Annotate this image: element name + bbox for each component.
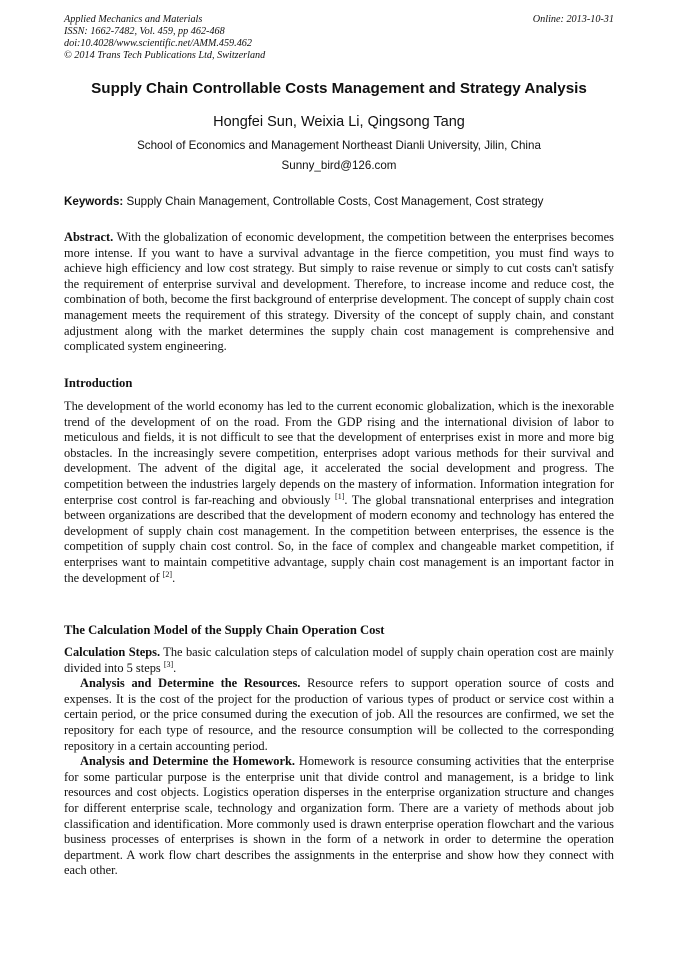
online-date: Online: 2013-10-31	[532, 14, 614, 25]
calculation-heading: The Calculation Model of the Supply Chain Operation Cost	[64, 623, 385, 637]
intro-text-2: . The global transnational enterprises and integration between organizations are described that the development of modern economy and technology has entered the development of supply chain cost management. In the competition between enterprises, the essence is the competition of supply chain cost control. So, in the face of complex and changeable market competition, if enterprises want to maintain competitive advantage, supply chain cost management is an important factor in the development of	[64, 492, 614, 585]
homework-text: Homework is resource consuming activities that the enterprise for some particular purpose is the enterprise unit that divide control and management, is a bridge to link resources and cost objects. Logistics operation disperses in the enterprise organization structure and changes for different enterprise scale, technology and organization form. There are a variety of methods about job classification and identification. More commonly used is drawn enterprise operation flowchart and the various business processes of enterprises is shown in the form of a network in order to determine the operation department. A work flow chart describes the assignments in the enterprise and show how they connect with each other.	[64, 754, 614, 878]
keywords-label: Keywords:	[64, 195, 124, 208]
citation-1: [1]	[335, 491, 345, 501]
citation-2: [2]	[162, 569, 173, 579]
doi-line: doi:10.4028/www.scientific.net/AMM.459.462	[64, 38, 252, 49]
abstract-text: With the globalization of economic development, the competition between the enterprises becomes more intense. If you want to have a survival advantage in the fierce competition, you must find ways to achieve high efficiency and low cost strategy. But simply to raise revenue or simply to cut costs can't satisfy the requirement of enterprise survival and development. Therefore, to increase income and reduce cost, the combination of both, become the first background of enterprise development. The concept of supply chain cost management meets the requirement of this strategy. Diversity of the concept of supply chain, and constant adjustment along with the market determines the supply chain cost management is comprehensive and complicated system engineering.	[64, 230, 614, 354]
citation-3: [3]	[163, 659, 174, 669]
introduction-body	[64, 399, 614, 586]
calc-steps-text: The basic calculation steps of calculation model of supply chain operation cost are mainly divided into 5 steps	[64, 645, 614, 675]
calc-steps-paragraph	[64, 645, 614, 676]
affiliation: School of Economics and Management Northeast Dianli University, Jilin, China	[137, 139, 541, 152]
homework-paragraph	[64, 754, 614, 879]
abstract	[64, 230, 614, 355]
keywords	[64, 195, 614, 208]
resources-text: Resource refers to support operation source of costs and expenses. It is the cost of the project for the production of various types of product or service cost within a certain period, or the price consumed during the execution of job. All the resources are confirmed, we set the repository for each type of resource, and the resource consumption will be collected to the corresponding repository in a certain accounting period.	[64, 676, 614, 753]
paper-title: Supply Chain Controllable Costs Management and Strategy Analysis	[91, 80, 587, 97]
homework-label: Analysis and Determine the Homework.	[80, 754, 295, 769]
calculation-body	[64, 645, 614, 879]
copyright-line: © 2014 Trans Tech Publications Ltd, Switzerland	[64, 50, 266, 61]
journal-header	[64, 14, 614, 62]
intro-text-3: .	[172, 570, 176, 585]
abstract-label: Abstract.	[64, 230, 114, 244]
journal-name: Applied Mechanics and Materials	[64, 14, 203, 25]
calc-steps-label: Calculation Steps.	[64, 645, 161, 659]
author-list: Hongfei Sun, Weixia Li, Qingsong Tang	[213, 114, 465, 130]
calc-steps-end: .	[173, 660, 177, 675]
author-email: Sunny_bird@126.com	[281, 159, 397, 172]
resources-paragraph	[64, 676, 614, 754]
issn-line: ISSN: 1662-7482, Vol. 459, pp 462-468	[64, 26, 225, 37]
introduction-heading: Introduction	[64, 376, 133, 390]
keywords-text: Supply Chain Management, Controllable Costs, Cost Management, Cost strategy	[123, 195, 544, 208]
resources-label: Analysis and Determine the Resources.	[80, 676, 301, 691]
intro-text-1: The development of the world economy has led to the current economic globalization, which is the inexorable trend of the development of on the road. From the GDP rising and the international division of labor to meticulous and fields, it is not difficult to see that the development of enterprises exist in more and more big obstacles. In the increasingly severe competition, enterprises adopt various methods for their survival and development. The advent of the digital age, it accelerated the social development and progress. The competition between the industries largely depends on the mastery of information. Information integration for enterprise cost control is far-reaching and obviously	[64, 399, 614, 507]
